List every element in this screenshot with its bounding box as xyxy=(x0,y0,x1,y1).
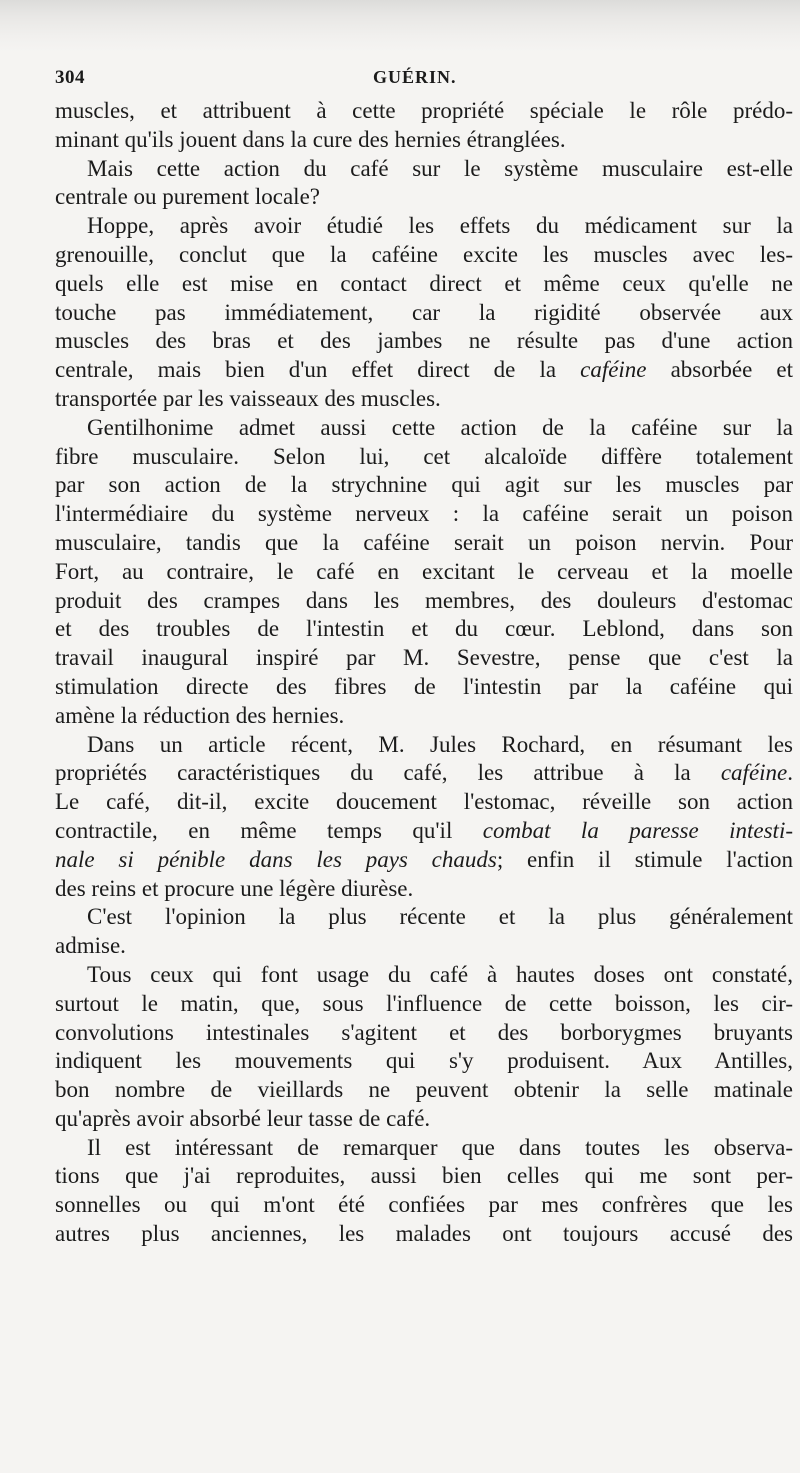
text-line: minant qu'ils jouent dans la cure des hernies étranglées. xyxy=(55,126,566,152)
text-line: fibre musculaire. Selon lui, cet alcaloïde diffère totalement xyxy=(55,443,793,469)
text-line: Tous ceux qui font usage du café à hautes doses ont constaté, xyxy=(87,961,793,987)
text-line: centrale ou purement locale? xyxy=(55,184,320,210)
text-line: transportée par les vaisseaux des muscles. xyxy=(55,385,441,411)
italic-segment: nale si pénible dans les pays chauds xyxy=(55,846,497,872)
text-line: bon nombre de vieillards ne peuvent obtenir la selle matinale xyxy=(55,1077,793,1103)
text-segment: absorbée et xyxy=(646,357,793,383)
text-line: autres plus anciennes, les malades ont toujours accusé des xyxy=(55,1221,793,1247)
text-line: sonnelles ou qui m'ont été confiées par mes confrères que les xyxy=(55,1192,793,1218)
text-line xyxy=(55,759,793,788)
text-line: qu'après avoir absorbé leur tasse de café. xyxy=(55,1105,431,1131)
text-line: quels elle est mise en contact direct et même ceux qu'elle ne xyxy=(55,270,793,296)
italic-segment: caféine xyxy=(720,760,788,786)
text-line: Dans un article récent, M. Jules Rochard, en résumant les xyxy=(87,731,793,757)
page-number: 304 xyxy=(55,67,85,88)
text-line: amène la réduction des hernies. xyxy=(55,702,345,728)
italic-segment: caféine xyxy=(580,357,647,383)
text-line: par son action de la strychnine qui agit sur les muscles par xyxy=(55,472,793,498)
text-line: muscles des bras et des jambes ne résulte pas d'une action xyxy=(55,328,793,354)
text-line: surtout le matin, que, sous l'influence de cette boisson, les cir- xyxy=(55,990,793,1016)
text-line: des reins et procure une légère diurèse. xyxy=(55,875,414,901)
text-line: et des troubles de l'intestin et du cœur. Leblond, dans son xyxy=(55,616,793,642)
text-segment: centrale, mais bien d'un effet direct de la xyxy=(55,357,581,383)
page-header xyxy=(55,67,750,93)
text-line: indiquent les mouvements qui s'y produisent. Aux Antilles, xyxy=(55,1048,793,1074)
text-segment: ; enfin il stimule l'action xyxy=(496,846,793,872)
text-line xyxy=(55,356,793,385)
text-line: musculaire, tandis que la caféine serait un poison nervin. Pour xyxy=(55,529,793,555)
text-line: muscles, et attribuent à cette propriété spéciale le rôle prédo- xyxy=(55,98,793,123)
text-segment: . xyxy=(787,760,793,786)
scan-shadow xyxy=(0,0,800,52)
text-line: travail inaugural inspiré par M. Sevestre, pense que c'est la xyxy=(55,645,793,671)
running-head: GUÉRIN. xyxy=(373,67,457,87)
text-line: Gentilhonime admet aussi cette action de la caféine sur la xyxy=(87,414,793,440)
text-line: touche pas immédiatement, car la rigidité observée aux xyxy=(55,299,793,325)
text-line: Hoppe, après avoir étudié les effets du médicament sur la xyxy=(87,213,793,239)
text-line: l'intermédiaire du système nerveux : la caféine serait un poison xyxy=(55,501,793,527)
text-line: convolutions intestinales s'agitent et des borborygmes bruyants xyxy=(55,1019,793,1045)
text-line: Fort, au contraire, le café en excitant le cerveau et la moelle xyxy=(55,558,793,584)
italic-segment: combat la paresse intesti- xyxy=(482,817,793,843)
text-segment: propriétés caractéristiques du café, les attribue à la xyxy=(55,760,721,786)
text-line: grenouille, conclut que la caféine excite les muscles avec les- xyxy=(55,241,793,267)
text-line: produit des crampes dans les membres, des douleurs d'estomac xyxy=(55,587,793,613)
text-segment: contractile, en même temps qu'il xyxy=(55,817,483,843)
text-line: Il est intéressant de remarquer que dans toutes les observa- xyxy=(87,1134,793,1160)
text-line: admise. xyxy=(55,933,126,959)
text-line: tions que j'ai reproduites, aussi bien celles qui me sont per- xyxy=(55,1163,793,1189)
text-line: Le café, dit-il, excite doucement l'estomac, réveille son action xyxy=(55,789,793,815)
text-line xyxy=(55,846,793,875)
text-line: Mais cette action du café sur le système musculaire est-elle xyxy=(87,155,793,181)
text-line: C'est l'opinion la plus récente et la plus généralement xyxy=(87,904,793,930)
body-text xyxy=(55,97,793,1249)
text-line: stimulation directe des fibres de l'intestin par la caféine qui xyxy=(55,673,793,699)
text-line xyxy=(55,817,793,846)
